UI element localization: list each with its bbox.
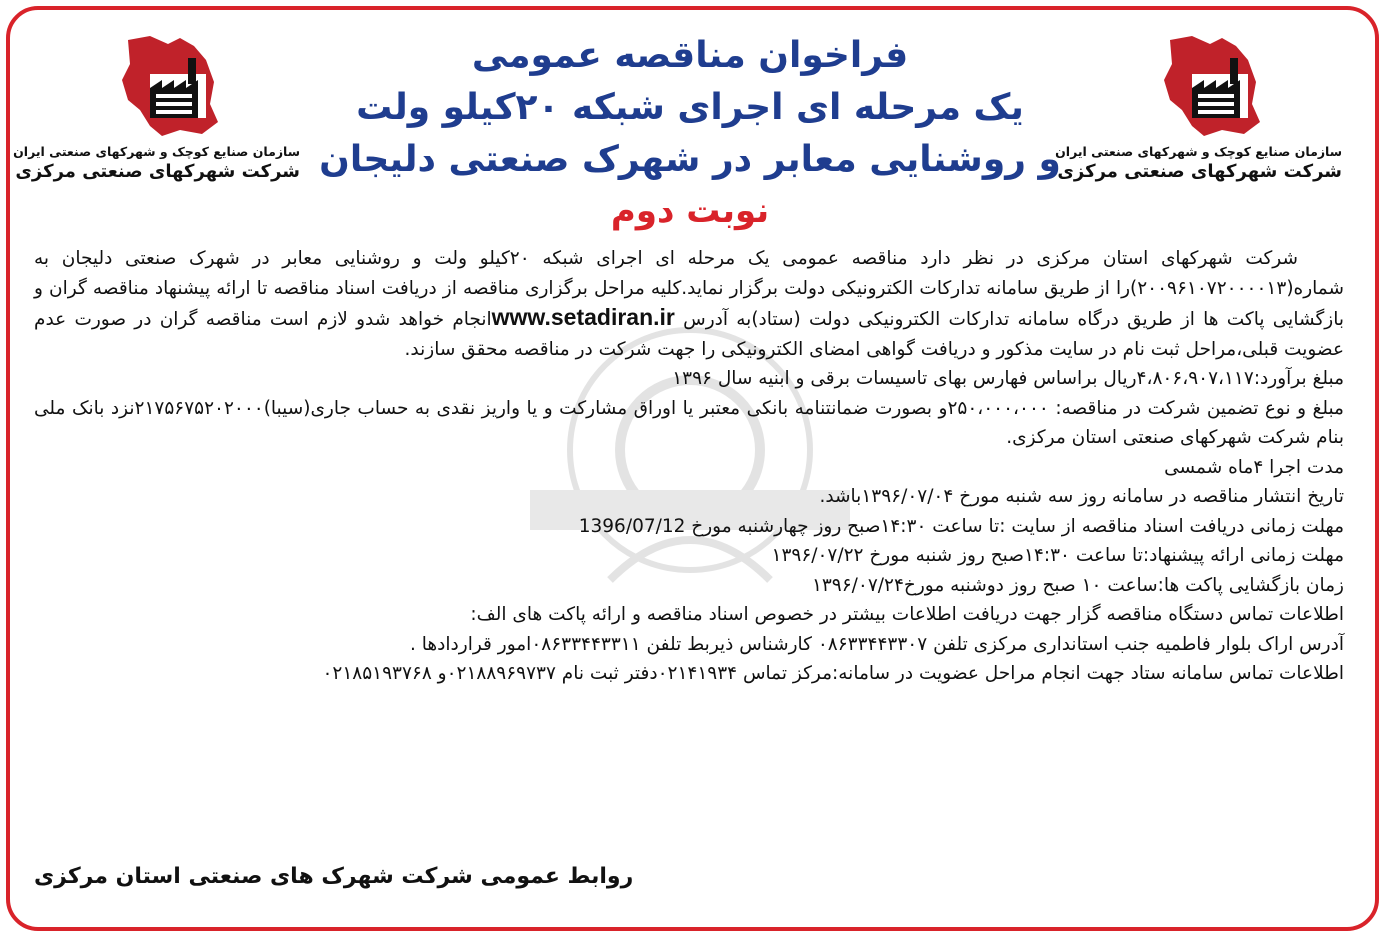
round-label: نوبت دوم [610, 191, 770, 231]
setadiran-link[interactable]: www.setadiran.ir [491, 304, 675, 330]
item-estimate: مبلغ برآورد:۴،۸۰۶،۹۰۷،۱۱۷ریال براساس فهارس بهای تاسیسات برقی و ابنیه سال ۱۳۹۶ [672, 368, 1344, 389]
item-setad-contact: اطلاعات تماس سامانه ستاد جهت انجام مراحل عضویت در سامانه:مرکز تماس ۰۲۱۴۱۹۳۴دفتر ثبت نام ۰۲۱۸۸۹۶۹۷۳۷و ۰۲۱۸۵۱۹۳۷۶۸ [322, 663, 1344, 684]
item-doc-deadline: مهلت زمانی دریافت اسناد مناقصه از سایت :تا ساعت ۱۴:۳۰صبح روز چهارشنبه مورخ 1396/07/12 [578, 515, 1344, 537]
logo-left [13, 30, 300, 200]
logo-right [1055, 30, 1342, 200]
item-proposal-deadline: مهلت زمانی ارائه پیشنهاد:تا ساعت ۱۴:۳۰صبح روز شنبه مورخ ۱۳۹۶/۰۷/۲۲ [771, 545, 1344, 566]
item-publish-date: تاریخ انتشار مناقصه در سامانه روز سه شنبه مورخ ۱۳۹۶/۰۷/۰۴باشد. [819, 486, 1344, 507]
item-address: آدرس اراک بلوار فاطمیه جنب استانداری مرکزی تلفن ۰۸۶۳۳۴۴۳۳۰۷ کارشناس ذیربط تلفن ۰۸۶۳۳۴۴۳۳۱۱امور قراردادها . [410, 633, 1344, 655]
title-line-1: فراخوان مناقصه عمومی [471, 35, 909, 76]
logo-company-name: شرکت شهرکهای صنعتی مرکزی [1057, 161, 1342, 182]
item-duration: مدت اجرا ۴ماه شمسی [1164, 456, 1344, 478]
title-line-2: یک مرحله ای اجرای شبکه ۲۰کیلو ولت [356, 87, 1024, 128]
iran-map-factory-icon [1152, 30, 1272, 142]
intro-text-after-url: انجام خواهد شدو لازم است مناقصه گران در صورت عدم عضویت قبلی،مراحل ثبت نام در سایت مذکور و دریافت گواهی امضای الکترونیکی را جهت شرکت در مناقصه محقق سازند. [34, 309, 1344, 360]
title-line-3: و روشنایی معابر در شهرک صنعتی دلیجان [319, 139, 1061, 180]
intro-paragraph [34, 244, 1344, 364]
iran-map-factory-icon [110, 30, 230, 142]
logo-org-name: سازمان صنایع کوچک و شهرکهای صنعتی ایران [1055, 144, 1342, 159]
item-opening-time: زمان بازگشایی پاکت ها:ساعت ۱۰ صبح روز دوشنبه مورخ۱۳۹۶/۰۷/۲۴ [811, 574, 1344, 596]
logo-company-name: شرکت شهرکهای صنعتی مرکزی [15, 161, 300, 182]
footer-signature: روابط عمومی شرکت شهرک های صنعتی استان مرکزی [34, 864, 634, 889]
item-contact-heading: اطلاعات تماس دستگاه مناقصه گزار جهت دریافت اطلاعات بیشتر در خصوص اسناد مناقصه و ارائه پاکت های الف: [470, 604, 1344, 625]
intro-text-before-url: شرکت شهرکهای استان مرکزی در نظر دارد مناقصه عمومی یک مرحله ای اجرای شبکه ۲۰کیلو ولت و روشنایی معابر در شهرک صنعتی دلیجان به شماره(۲۰۰۹۶۱۰۷۲۰۰۰۰۱۳)را از طریق سامانه تدارکات الکترونیکی دولت برگزار نماید.کلیه مراحل برگزاری مناقصه از دریافت اسناد مناقصه تا ارائه پیشنهاد مناقصه گران و بازگشایی پاکت ها از طریق درگاه سامانه تدارکات الکترونیکی دولت (ستاد)به آدرس [34, 248, 1344, 330]
item-guarantee: مبلغ و نوع تضمین شرکت در مناقصه: ۲۵۰،۰۰۰،۰۰۰و بصورت ضمانتنامه بانکی معتبر یا اوراق مشارکت و یا واریز نقدی به حساب جاری(سیبا)۲۱۷۵۶۷۵۲۰۲۰۰۰نزد بانک ملی بنام شرکت شهرکهای صنعتی استان مرکزی. [34, 397, 1344, 448]
logo-org-name: سازمان صنایع کوچک و شهرکهای صنعتی ایران [13, 144, 300, 159]
notice-body [34, 244, 1344, 689]
notice-title-block [300, 30, 1080, 236]
